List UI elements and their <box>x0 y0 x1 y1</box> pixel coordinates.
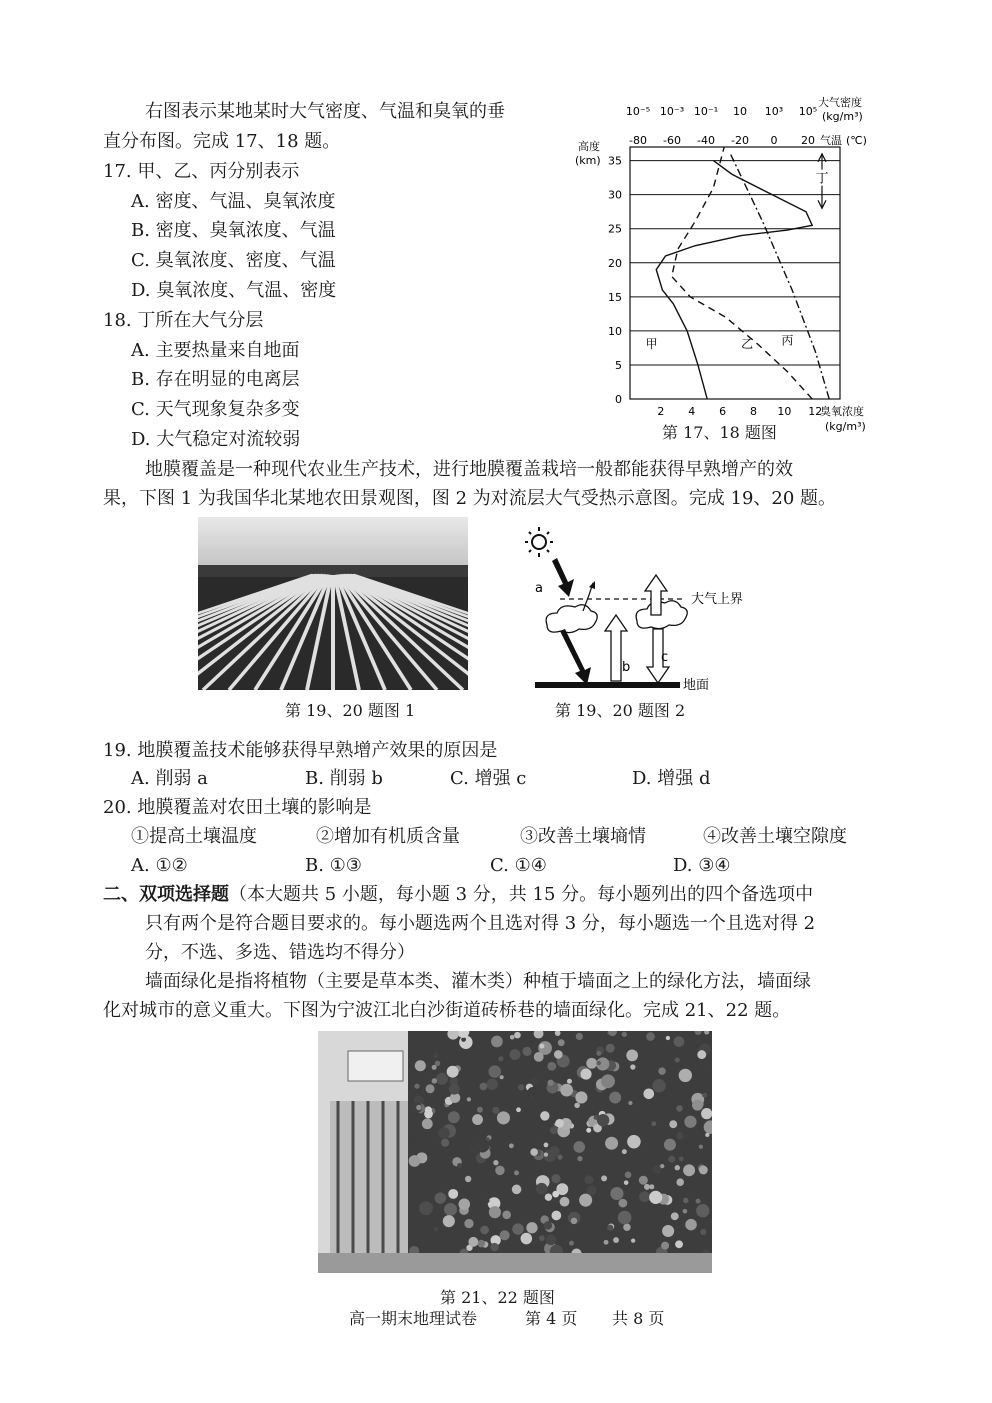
y-tick-label: 20 <box>608 256 622 270</box>
leaf <box>571 1218 578 1225</box>
leaf <box>567 1079 572 1084</box>
q18-option-a: A. 主要热量来自地面 <box>131 340 300 361</box>
leaf <box>576 1033 583 1040</box>
leaf <box>415 1060 426 1071</box>
intro-2122-line2: 化对城市的意义重大。下图为宁波江北白沙街道砖桥巷的墙面绿化。完成 21、22 题。 <box>103 1000 791 1021</box>
height-axis <box>575 139 622 406</box>
leaf <box>692 1100 703 1111</box>
leaf <box>683 1209 688 1214</box>
leaf <box>449 1084 460 1095</box>
leaf <box>651 1121 656 1126</box>
leaf <box>683 1164 695 1176</box>
leaf <box>699 1166 708 1175</box>
leaf <box>435 1192 446 1203</box>
leaf <box>649 1184 654 1189</box>
leaf <box>696 1204 709 1217</box>
leaf <box>586 1128 591 1133</box>
arrow-ground-incoming <box>560 629 591 685</box>
q17-option-a: A. 密度、气温、臭氧浓度 <box>131 191 336 212</box>
x-tick-label: 12 <box>808 405 823 418</box>
temp-tick-label: -20 <box>731 134 749 147</box>
x-tick-label: 6 <box>719 405 727 418</box>
leaf <box>514 1170 519 1175</box>
leaf <box>512 1223 523 1234</box>
leaf <box>521 1233 533 1245</box>
heating-diagram <box>525 525 765 695</box>
leaf <box>587 1185 597 1195</box>
leaf <box>700 1229 706 1235</box>
q18-option-d: D. 大气稳定对流较弱 <box>131 429 301 450</box>
leaf <box>679 1156 684 1161</box>
density-axis-label: 大气密度 <box>818 96 862 109</box>
chart-series <box>645 147 829 399</box>
leaf <box>666 1036 670 1040</box>
intro-1718-line1: 右图表示某地某时大气密度、气温和臭氧的垂 <box>145 101 505 122</box>
leaf <box>509 1143 514 1148</box>
leaf <box>703 1068 708 1073</box>
leaf <box>675 1165 680 1170</box>
leaf <box>409 1155 421 1167</box>
density-tick-label: 10⁻³ <box>659 105 685 118</box>
leaf <box>580 1069 591 1080</box>
leaf <box>671 1212 679 1220</box>
leaf <box>432 1078 438 1084</box>
ground-label: 地面 <box>683 678 710 693</box>
leaf <box>606 1044 615 1053</box>
q17-option-d: D. 臭氧浓度、气温、密度 <box>131 280 337 301</box>
q18-stem: 18. 丁所在大气分层 <box>103 310 264 331</box>
leaf <box>596 1051 601 1056</box>
leaf <box>516 1107 521 1112</box>
chart-grid <box>630 147 840 399</box>
label-a: a <box>535 581 543 596</box>
intro-2122-line1: 墙面绿化是指将植物（主要是草本类、灌木类）种植于墙面之上的绿化方法，墙面绿 <box>145 971 811 992</box>
leaf <box>544 1143 549 1148</box>
leaf <box>457 1163 462 1168</box>
leaf <box>627 1135 641 1149</box>
cloud-right <box>636 601 687 629</box>
atmosphere-vertical-chart <box>560 92 880 442</box>
footer-total: 共 8 页 <box>612 1309 665 1328</box>
leaf <box>676 1132 684 1140</box>
leaf <box>662 1225 674 1237</box>
leaf <box>639 1191 650 1202</box>
leaf <box>555 1119 564 1128</box>
leaf <box>540 1111 549 1120</box>
fig2-caption: 第 19、20 题图 2 <box>555 701 686 720</box>
mulched-field-photo <box>198 517 468 690</box>
leaf <box>549 1146 560 1157</box>
leaf <box>618 1199 627 1208</box>
leaf <box>643 1088 654 1099</box>
y-tick-label: 30 <box>608 188 622 202</box>
section2-heading: 二、双项选择题 <box>103 884 229 905</box>
temp-tick-label: 20 <box>801 134 815 147</box>
q17-option-c: C. 臭氧浓度、密度、气温 <box>131 250 336 271</box>
temp-axis-label: 气温 <box>820 134 842 147</box>
leaf <box>441 1139 449 1147</box>
leaf <box>626 1050 638 1062</box>
x-tick-label: 8 <box>750 405 758 418</box>
leaf <box>610 1187 623 1200</box>
leaf <box>448 1111 460 1123</box>
y-axis-label: 高度 <box>578 140 600 153</box>
leaf <box>575 1091 587 1103</box>
leaf <box>697 1050 706 1059</box>
leaf <box>469 1146 476 1153</box>
series-label-1: 乙 <box>741 336 754 351</box>
leaf <box>601 1074 615 1088</box>
y-tick-label: 0 <box>615 393 622 406</box>
density-tick-label: 10 <box>733 105 747 118</box>
q19-stem: 19. 地膜覆盖技术能够获得早熟增产效果的原因是 <box>103 740 498 761</box>
leaf <box>630 1064 635 1069</box>
leaf <box>676 1178 684 1186</box>
q20-option-c: C. ①④ <box>490 855 547 876</box>
leaf <box>547 1062 556 1071</box>
leaf <box>497 1111 510 1124</box>
leaf <box>705 1133 709 1137</box>
plot-frame <box>630 147 840 399</box>
leaf <box>646 1032 655 1041</box>
density-tick-label: 10³ <box>764 105 784 118</box>
label-c: c <box>661 650 669 665</box>
leaf <box>472 1114 483 1125</box>
leaf <box>624 1180 629 1185</box>
leaf <box>573 1141 585 1153</box>
leaf <box>500 1075 504 1079</box>
leaf <box>551 1174 560 1183</box>
density-tick-label: 10⁵ <box>798 105 818 118</box>
intro-1920-line2: 果，下图 1 为我国华北某地农田景观图，图 2 为对流层大气受热示意图。完成 19、20 题。 <box>103 488 837 509</box>
leaf <box>683 1198 688 1203</box>
fig1-caption: 第 19、20 题图 1 <box>285 701 416 720</box>
leaf <box>510 1049 521 1060</box>
leaf <box>531 1077 539 1085</box>
x-axis-unit: (kg/m³) <box>825 420 866 433</box>
sun-icon <box>525 527 553 557</box>
temp-tick-label: 0 <box>770 134 778 147</box>
leaf <box>512 1185 522 1195</box>
leaf <box>468 1237 478 1247</box>
leaf <box>560 1228 574 1242</box>
leaf <box>467 1097 471 1101</box>
leaf <box>510 1035 515 1040</box>
leaf <box>658 1067 665 1074</box>
leaf <box>631 1238 635 1242</box>
leaf <box>489 1065 501 1077</box>
leaf <box>622 1149 627 1154</box>
leaf <box>422 1118 433 1129</box>
leaf <box>490 1243 498 1251</box>
ding-bracket <box>815 154 829 208</box>
leaf <box>649 1191 662 1204</box>
leaf <box>669 1120 677 1128</box>
leaf <box>530 1148 538 1156</box>
leaf <box>477 1107 483 1113</box>
leaf <box>554 1050 563 1059</box>
series-line-0 <box>656 161 812 399</box>
arrow-a <box>552 558 574 597</box>
q20-statement-2: ②增加有机质含量 <box>316 826 460 847</box>
leaf <box>409 1136 418 1145</box>
series-label-0: 甲 <box>645 336 658 351</box>
y-tick-label: 35 <box>608 154 622 168</box>
leaf <box>458 1198 470 1210</box>
fig3-caption: 第 21、22 题图 <box>440 1288 555 1307</box>
q17-option-b: B. 密度、臭氧浓度、气温 <box>131 220 336 241</box>
q20-statement-1: ①提高土壤温度 <box>131 826 257 847</box>
leaf <box>527 1087 537 1097</box>
leaf <box>607 1225 613 1231</box>
leaf <box>623 1223 631 1231</box>
q19-option-c: C. 增强 c <box>450 768 527 789</box>
leaf <box>597 1114 609 1126</box>
leaf <box>536 1183 548 1195</box>
leaf <box>652 1079 665 1092</box>
density-axis-top <box>626 95 863 123</box>
leaf <box>443 1215 455 1227</box>
leaf <box>419 1201 433 1215</box>
leaf <box>502 1211 511 1220</box>
green-wall-photo <box>318 1031 712 1273</box>
leaf <box>618 1211 632 1225</box>
label-b: b <box>622 660 631 675</box>
leaf <box>498 1056 503 1061</box>
ground-bar <box>535 682 680 688</box>
leaf <box>534 1052 544 1062</box>
leaf <box>475 1139 489 1153</box>
leaf <box>526 1222 537 1233</box>
series-label-2: 丙 <box>781 333 794 348</box>
series-line-1 <box>672 147 813 399</box>
leaf <box>685 1219 696 1230</box>
leaf <box>485 1198 490 1203</box>
q20-statement-4: ④改善土壤空隙度 <box>703 826 847 847</box>
leaf <box>560 1084 573 1097</box>
density-tick-label: 10⁻⁵ <box>625 105 651 118</box>
leaf <box>574 1103 580 1109</box>
footer-page: 第 4 页 <box>525 1309 578 1328</box>
leaf <box>444 1203 457 1216</box>
leaf <box>676 1105 682 1111</box>
leaf <box>434 1227 439 1232</box>
leaf <box>433 1053 439 1059</box>
leaf <box>675 1240 683 1248</box>
leaf <box>560 1197 570 1207</box>
leaf <box>586 1058 597 1069</box>
leaf <box>604 1240 609 1245</box>
leaf <box>552 1191 559 1198</box>
leaf <box>684 1116 696 1128</box>
leaf <box>435 1061 440 1066</box>
q19-option-b: B. 削弱 b <box>305 768 383 789</box>
q19-option-a: A. 削弱 a <box>131 768 208 789</box>
leaf <box>438 1127 450 1139</box>
leaf <box>668 1156 675 1163</box>
q20-statement-3: ③改善土壤墒情 <box>520 826 646 847</box>
leaf <box>539 1044 544 1049</box>
atmosphere-top-label: 大气上界 <box>691 592 744 607</box>
leaf <box>480 1226 489 1235</box>
section2-desc-2: 只有两个是符合题目要求的。每小题选两个且选对得 3 分，每小题选一个且选对得 2 <box>145 913 816 934</box>
leaf <box>551 1211 561 1221</box>
leaf <box>414 1084 419 1089</box>
y-axis-unit: (km) <box>575 154 601 167</box>
q20-option-d: D. ③④ <box>673 855 731 876</box>
leaf <box>605 1137 618 1150</box>
leaf <box>545 1194 552 1201</box>
leaf <box>675 1058 680 1063</box>
series-line-2 <box>730 154 829 399</box>
temp-tick-label: -60 <box>663 134 681 147</box>
q17-stem: 17. 甲、乙、丙分别表示 <box>103 161 300 182</box>
temperature-axis-top <box>629 133 867 147</box>
leaf <box>489 1206 501 1218</box>
leaf <box>459 1036 472 1049</box>
leaf <box>664 1139 676 1151</box>
leaf <box>679 1069 692 1082</box>
leaf <box>544 1153 548 1157</box>
leaf <box>546 1235 557 1246</box>
leaf <box>492 1107 499 1114</box>
leaf <box>579 1194 592 1207</box>
leaf <box>539 1235 545 1241</box>
leaf <box>584 1175 593 1184</box>
leaf <box>647 1059 653 1065</box>
leaf <box>447 1066 459 1078</box>
q20-option-a: A. ①② <box>131 855 188 876</box>
bracket-label: 丁 <box>815 171 829 187</box>
leaf <box>639 1176 648 1185</box>
intro-1718-line2: 直分布图。完成 17、18 题。 <box>103 131 341 152</box>
leaf <box>480 1083 488 1091</box>
leaf <box>558 1039 565 1046</box>
leaf <box>613 1237 619 1243</box>
leaf <box>558 1155 563 1160</box>
x-tick-label: 2 <box>657 405 665 418</box>
temp-tick-label: -80 <box>629 134 647 147</box>
density-axis-unit: (kg/m³) <box>822 110 863 123</box>
leaf <box>550 1126 558 1134</box>
leaf <box>487 1079 498 1090</box>
q20-option-b: B. ①③ <box>305 855 362 876</box>
leaf <box>448 1189 458 1199</box>
leaf <box>660 1164 664 1168</box>
leaf <box>601 1175 607 1181</box>
leaf <box>661 1242 669 1250</box>
leaf <box>493 1160 498 1165</box>
leaf <box>577 1156 582 1161</box>
leaf <box>597 1061 601 1065</box>
cloud-left <box>546 605 597 633</box>
leaf <box>644 1184 650 1190</box>
leaf <box>701 1108 712 1119</box>
leaf <box>426 1084 435 1093</box>
x-tick-label: 4 <box>688 405 696 418</box>
leaf <box>465 1176 471 1182</box>
leaf <box>432 1065 437 1070</box>
footer-title: 高一期末地理试卷 <box>349 1309 478 1328</box>
leaf <box>569 1241 574 1246</box>
leaf <box>609 1092 621 1104</box>
y-tick-label: 10 <box>608 324 622 338</box>
leaf <box>495 1166 504 1175</box>
leaf <box>416 1105 421 1110</box>
q18-option-b: B. 存在明显的电离层 <box>131 369 300 390</box>
section2-desc-3: 分，不选、多选、错选均不得分） <box>145 942 415 963</box>
leaf <box>702 1093 707 1098</box>
q18-option-c: C. 天气现象复杂多变 <box>131 399 300 420</box>
leaf <box>696 1199 701 1204</box>
y-tick-label: 15 <box>608 290 622 304</box>
density-tick-label: 10⁻¹ <box>693 105 719 118</box>
leaf <box>622 1032 627 1037</box>
leaf <box>464 1219 473 1228</box>
leaf <box>522 1047 531 1056</box>
y-tick-label: 5 <box>615 358 622 372</box>
q20-stem: 20. 地膜覆盖对农田土壤的影响是 <box>103 797 372 818</box>
leaf <box>500 1230 510 1240</box>
intro-1920-line1: 地膜覆盖是一种现代农业生产技术，进行地膜覆盖栽培一般都能获得早熟增产的效 <box>145 459 793 480</box>
leaf <box>674 1036 685 1047</box>
section2-line1 <box>103 883 813 907</box>
leaf <box>548 1080 554 1086</box>
temp-tick-label: -40 <box>697 134 715 147</box>
leaf <box>491 1036 503 1048</box>
x-axis-label: 臭氧浓度 <box>820 405 864 418</box>
leaf <box>699 1145 703 1149</box>
leaf <box>518 1084 524 1090</box>
chart-1718-caption: 第 17、18 题图 <box>662 423 777 442</box>
leaf <box>544 1221 552 1229</box>
leaf <box>514 1032 521 1039</box>
leaf <box>477 1240 485 1248</box>
y-tick-label: 25 <box>608 222 622 236</box>
x-tick-label: 10 <box>777 405 792 418</box>
temp-axis-unit: (℃) <box>846 134 867 147</box>
q19-option-d: D. 增强 d <box>632 768 711 789</box>
leaf <box>628 1101 632 1105</box>
section2-desc-1: （本大题共 5 小题，每小题 3 分，共 15 分。每小题列出的四个备选项中 <box>229 884 814 905</box>
leaf <box>425 1106 432 1113</box>
leaf <box>625 1171 632 1178</box>
